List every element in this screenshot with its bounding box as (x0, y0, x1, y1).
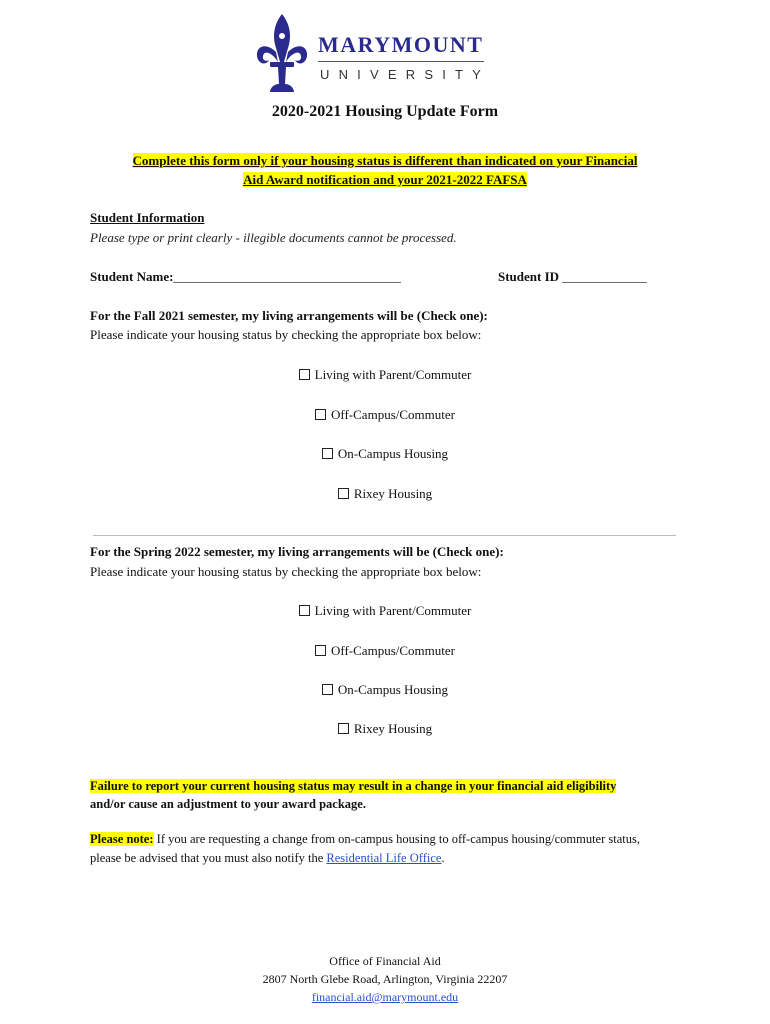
logo-divider (318, 61, 484, 62)
warning-line-1: Failure to report your current housing status may result in a change in your financial aid eligibility (90, 779, 617, 793)
note-end: . (441, 851, 445, 865)
checkbox[interactable] (299, 605, 310, 616)
section-divider (93, 535, 676, 536)
student-name-field[interactable] (90, 269, 401, 285)
checkbox[interactable] (299, 369, 310, 380)
checkbox[interactable] (315, 409, 326, 420)
fall-option-on-campus[interactable] (0, 446, 770, 462)
checkbox[interactable] (338, 488, 349, 499)
footer-email-link[interactable]: financial.aid@marymount.edu (311, 990, 459, 1004)
spring-option-parent-commuter[interactable] (0, 603, 770, 619)
option-label: Off-Campus/Commuter (331, 407, 455, 422)
notice-line-1: Complete this form only if your housing status is different than indicated on your Financial (132, 153, 638, 168)
student-info-instructions: Please type or print clearly - illegible documents cannot be processed. (90, 230, 457, 245)
fall-option-rixey[interactable] (0, 486, 770, 502)
notice-line-2: Aid Award notification and your 2021-2022 FAFSA (243, 172, 527, 187)
footer-office: Office of Financial Aid (329, 954, 441, 968)
note-label: Please note: (90, 832, 154, 846)
spring-option-off-campus[interactable] (0, 643, 770, 659)
spring-heading: For the Spring 2022 semester, my living arrangements will be (Check one): (90, 544, 504, 559)
student-id-blank[interactable]: _____________ (562, 269, 647, 284)
fall-option-off-campus[interactable] (0, 407, 770, 423)
fall-option-parent-commuter[interactable] (0, 367, 770, 383)
note-text-2: please be advised that you must also notify the (90, 851, 327, 865)
checkbox[interactable] (338, 723, 349, 734)
eligibility-notice (60, 151, 710, 189)
note-text-1: If you are requesting a change from on-campus housing to off-campus housing/commuter status, (153, 832, 640, 846)
university-logo (254, 12, 494, 96)
logo-subword: UNIVERSITY (320, 67, 491, 82)
reporting-warning (90, 777, 690, 813)
spring-subtext: Please indicate your housing status by checking the appropriate box below: (90, 564, 482, 579)
student-name-blank[interactable]: ___________________________________ (173, 269, 401, 284)
option-label: Living with Parent/Commuter (314, 603, 472, 618)
checkbox[interactable] (322, 448, 333, 459)
student-info-heading: Student Information (90, 210, 205, 225)
spring-option-on-campus[interactable] (0, 682, 770, 698)
option-label: On-Campus Housing (337, 446, 449, 461)
residential-life-note (90, 830, 700, 868)
logo-wordmark: MARYMOUNT (318, 32, 484, 57)
checkbox[interactable] (322, 684, 333, 695)
fleur-de-lis-icon (254, 12, 310, 96)
fall-subtext: Please indicate your housing status by checking the appropriate box below: (90, 327, 482, 342)
fall-heading: For the Fall 2021 semester, my living arrangements will be (Check one): (90, 308, 488, 323)
option-label: Rixey Housing (353, 486, 433, 501)
form-title: 2020-2021 Housing Update Form (271, 103, 499, 120)
option-label: Off-Campus/Commuter (331, 643, 455, 658)
warning-line-2: and/or cause an adjustment to your award package. (90, 797, 366, 811)
option-label: Rixey Housing (353, 721, 433, 736)
footer-address: 2807 North Glebe Road, Arlington, Virginia 22207 (262, 972, 508, 986)
option-label: On-Campus Housing (337, 682, 449, 697)
option-label: Living with Parent/Commuter (314, 367, 472, 382)
footer-email-container (0, 990, 770, 1005)
checkbox[interactable] (315, 645, 326, 656)
student-id-label: Student ID (498, 269, 560, 284)
spring-option-rixey[interactable] (0, 721, 770, 737)
student-id-field[interactable] (498, 269, 647, 285)
student-name-label: Student Name: (90, 269, 174, 284)
residential-life-link[interactable]: Residential Life Office (326, 851, 442, 865)
